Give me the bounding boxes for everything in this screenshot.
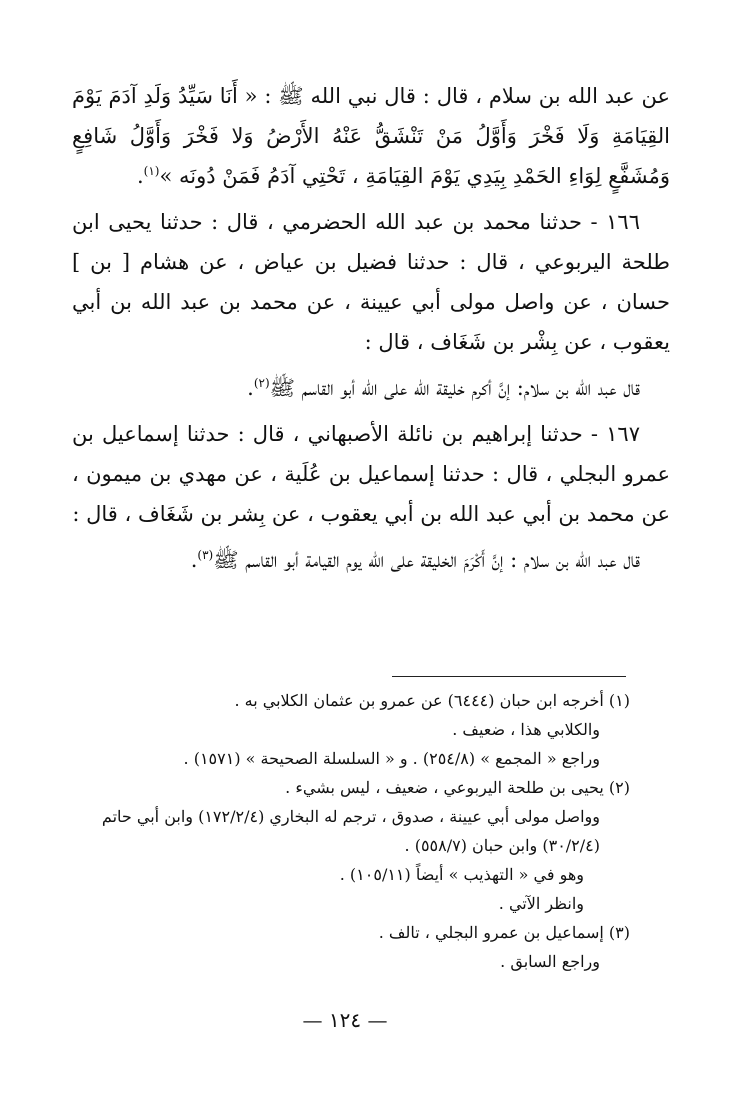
footnote-2-line-4: وانظر الآتي . — [498, 894, 584, 913]
footnote-3: (٣) إسماعيل بن عمرو البجلي ، تالف . — [378, 923, 630, 942]
hadith-text: عن عبد الله بن سلام ، قال : قال نبي الله ﷺ : « أَنَا سَيِّدُ وَلَدِ آدَمَ يَوْمَ القِيَامَةِ وَلَا فَخْرَ وَأَوَّلُ مَنْ تَنْشَقُّ عَنْهُ الأَرْضُ وَلا فَخْرَ وَأَوَّلُ شَافِعٍ وَمُشَفَّعٍ لِوَاءِ الحَمْدِ بِيَدِي يَوْمَ القِيَامَةِ ، تَحْتِي آدَمُ فَمَنْ دُونَه » — [72, 84, 670, 188]
footnote-2: (٢) يحيى بن طلحة اليربوعي ، ضعيف ، ليس بشيء . — [285, 778, 630, 797]
hadith-paragraph-1: عن عبد الله بن سلام ، قال : قال نبي الله ﷺ : « أَنَا سَيِّدُ وَلَدِ آدَمَ يَوْمَ القِيَامَةِ وَلَا فَخْرَ وَأَوَّلُ مَنْ تَنْشَقُّ عَنْهُ الأَرْضُ وَلا فَخْرَ وَأَوَّلُ شَافِعٍ وَمُشَفَّعٍ لِوَاءِ الحَمْدِ بِيَدِي يَوْمَ القِيَامَةِ ، تَحْتِي آدَمُ فَمَنْ دُونَه »$^{(١)}$. — [72, 84, 670, 188]
page-number: — ١٢٤ — — [302, 1008, 388, 1032]
footnote-marker-1: (١) — [143, 164, 160, 178]
footnote-1: (١) أخرجه ابن حبان (٦٤٤٤) عن عمرو بن عثمان الكلابي به . — [234, 691, 630, 710]
footnote-3-line-2: وراجع السابق . — [500, 952, 600, 971]
footnote-2-line-2: وواصل مولى أبي عيينة ، صدوق ، ترجم له البخاري (١٧٢/٢/٤) وابن أبي حاتم (٣٠/٢/٤) وابن حبان (٥٥٨/٧) . — [101, 807, 600, 855]
footnote-1-line-2: والكلابي هذا ، ضعيف . — [452, 720, 600, 739]
footnote-1-line-3: وراجع « المجمع » (٢٥٤/٨) . و « السلسلة الصحيحة » (١٥٧١) . — [183, 749, 600, 768]
hadith-text: قال عبد الله بن سلام: إنَّ أكرم خليقة الله على الله أبو القاسم ﷺ — [269, 376, 640, 400]
footnote-marker-2: (٢) — [253, 376, 270, 390]
footnotes — [96, 686, 630, 976]
footnote-marker-3: (٣) — [197, 548, 214, 562]
hadith-paragraph-166: قال عبد الله بن سلام: إنَّ أكرم خليقة الله على الله أبو القاسم ﷺ$^{(٢)}$. — [247, 376, 640, 400]
isnad-paragraph-167: ١٦٧ - حدثنا إبراهيم بن نائلة الأصبهاني ، قال : حدثنا إسماعيل بن عمرو البجلي ، قال : حدثنا إسماعيل بن عُلَية ، عن مهدي بن ميمون ، عن محمد بن أبي عبد الله بن أبي يعقوب ، عن بِشر بن شَغَاف ، قال : — [72, 422, 670, 526]
main-text — [72, 76, 670, 586]
footnote-divider — [392, 676, 626, 677]
footnote-2-line-3: وهو في « التهذيب » أيضاً (١٠٥/١١) . — [339, 865, 584, 884]
hadith-paragraph-167: قال عبد الله بن سلام : إنَّ أَكْرَمَ الخليقة على الله يوم القيامة أبو القاسم ﷺ$^{(٣)}$. — [190, 548, 640, 572]
hadith-text: قال عبد الله بن سلام : إنَّ أَكْرَمَ الخليقة على الله يوم القيامة أبو القاسم ﷺ — [213, 548, 640, 572]
isnad-paragraph-166: ١٦٦ - حدثنا محمد بن عبد الله الحضرمي ، قال : حدثنا يحيى ابن طلحة اليربوعي ، قال : حدثنا فضيل بن عياض ، عن هشام [ بن ] حسان ، عن واصل مولى أبي عيينة ، عن محمد بن عبد الله بن أبي يعقوب ، عن بِشْر بن شَغَاف ، قال : — [72, 210, 670, 354]
